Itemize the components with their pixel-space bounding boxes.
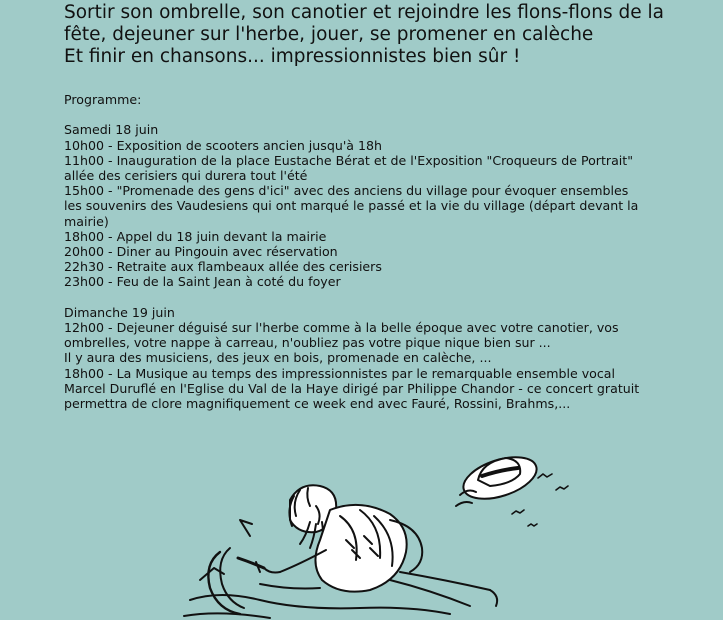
event-line: 23h00 - Feu de la Saint Jean à coté du foyer xyxy=(64,274,341,290)
event-line: 18h00 - Appel du 18 juin devant la mairie xyxy=(64,228,327,244)
event-line: allée des cerisiers qui durera tout l'été xyxy=(64,168,308,183)
headline-line: Et finir en chansons... impressionnistes bien sûr ! xyxy=(64,46,521,67)
day-title-sunday: Dimanche 19 juin xyxy=(64,304,175,320)
programme xyxy=(64,92,714,411)
event-line: mairie) xyxy=(64,213,109,229)
event-line: 11h00 - Inauguration de la place Eustache Bérat et de l'Exposition "Croqueurs de Portrait" xyxy=(64,152,634,168)
event-line: 12h00 - Dejeuner déguisé sur l'herbe comme à la belle époque avec votre canotier, vos xyxy=(64,320,619,336)
rider-body xyxy=(315,505,422,592)
cyclist-illustration xyxy=(160,440,580,620)
day-title-saturday: Samedi 18 juin xyxy=(64,122,159,138)
spacer xyxy=(64,290,714,305)
rider-arm xyxy=(238,550,326,573)
event-line: 15h00 - "Promenade des gens d'ici" avec des anciens du village pour évoquer ensembles xyxy=(64,183,629,199)
event-line: Il y aura des musiciens, des jeux en bois, promenade en calèche, ... xyxy=(64,350,492,366)
event-line: ombrelles, votre nappe à carreau, n'oubliez pas votre pique nique bien sur ... xyxy=(64,335,551,351)
flying-hat-icon xyxy=(458,449,541,507)
event-line: les souvenirs des Vaudesiens qui ont marqué le passé et la vie du village (départ devant la xyxy=(64,198,639,214)
event-line: Marcel Duruflé en l'Eglise du Val de la Haye dirigé par Philippe Chandor - ce concert gratuit xyxy=(64,380,640,396)
programme-label: Programme: xyxy=(64,92,142,107)
event-line: 10h00 - Exposition de scooters ancien jusqu'à 18h xyxy=(64,137,383,153)
event-line: permettra de clore magnifiquement ce week end avec Fauré, Rossini, Brahms,... xyxy=(64,396,571,412)
event-line: 20h00 - Diner au Pingouin avec réservation xyxy=(64,244,338,260)
headline xyxy=(64,2,714,68)
event-line: 18h00 - La Musique au temps des impressionnistes par le remarquable ensemble vocal xyxy=(64,365,616,381)
headline-line: fête, dejeuner sur l'herbe, jouer, se promener en calèche xyxy=(64,24,594,45)
event-line: 22h30 - Retraite aux flambeaux allée des cerisiers xyxy=(64,259,382,275)
headline-line: Sortir son ombrelle, son canotier et rejoindre les flons-flons de la xyxy=(64,2,664,23)
spacer xyxy=(64,107,714,122)
